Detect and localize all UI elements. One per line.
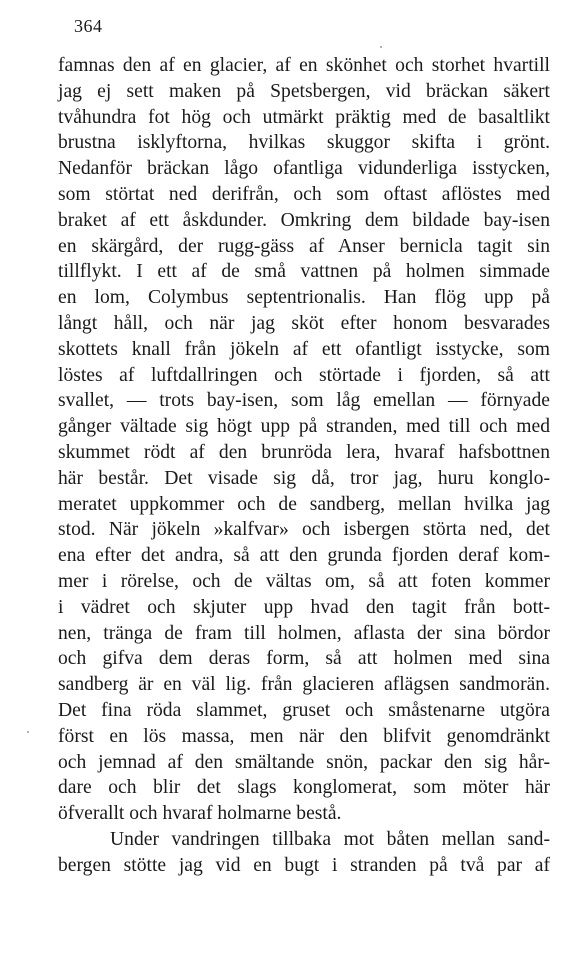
- body-text: [58, 53, 550, 879]
- text-line: långt håll, och när jag sköt efter honom besvarades: [58, 312, 550, 334]
- text-line: som störtat ned derifrån, och som oftast aflöstes med: [58, 183, 550, 205]
- text-line: skummet rödt af den brunröda lera, hvaraf hafsbottnen: [58, 441, 550, 463]
- text-line: nen, tränga de fram till holmen, aflasta der sina bördor: [58, 622, 550, 644]
- text-line: jag ej sett maken på Spetsbergen, vid bräckan säkert: [58, 80, 550, 102]
- text-line: löstes af luftdallringen och störtade i fjorden, så att: [58, 364, 550, 386]
- paper-speck: [380, 46, 382, 48]
- text-line: braket af ett åskdunder. Omkring dem bildade bay-isen: [58, 209, 550, 231]
- text-line: gånger vältade sig högt upp på stranden, med till och med: [58, 416, 550, 438]
- text-line: mer i rörelse, och de vältas om, så att foten kommer: [58, 570, 550, 592]
- text-line: stod. När jökeln »kalfvar» och isbergen störta ned, det: [58, 519, 550, 541]
- text-line: här består. Det visade sig då, tror jag, huru konglo-: [58, 467, 550, 489]
- paragraph-end-line: öfverallt och hvaraf holmarne bestå.: [58, 803, 342, 825]
- text-line: dare och blir det slags konglomerat, som möter här: [58, 777, 550, 799]
- paper-speck: [27, 731, 29, 733]
- text-line: Det fina röda slammet, gruset och småstenarne utgöra: [58, 699, 550, 721]
- text-line: först en lös massa, men när den blifvit genomdränkt: [58, 725, 550, 747]
- text-line: tillflykt. I ett af de små vattnen på holmen simmade: [58, 261, 550, 283]
- paragraph-start-line: Under vandringen tillbaka mot båten mellan sand-: [110, 828, 550, 850]
- text-line: och gifva dem deras form, så att holmen med sina: [58, 648, 550, 670]
- text-line: meratet uppkommer och de sandberg, mellan hvilka jag: [58, 493, 550, 515]
- text-line: bergen stötte jag vid en bugt i stranden på två par af: [58, 854, 550, 876]
- text-line: en skärgård, der rugg-gäss af Anser bernicla tagit sin: [58, 235, 550, 257]
- text-line: svallet, — trots bay-isen, som låg emellan — förnyade: [58, 390, 550, 412]
- text-line: tvåhundra fot hög och utmärkt präktig med de basaltlikt: [58, 106, 550, 128]
- text-line: skottets knall från jökeln af ett ofantligt isstycke, som: [58, 338, 550, 360]
- text-line: och jemnad af den smältande snön, packar den sig hår-: [58, 751, 550, 773]
- text-line: ena efter det andra, så att den grunda fjorden deraf kom-: [58, 545, 550, 567]
- page-number: 364: [74, 16, 103, 36]
- text-line: i vädret och skjuter upp hvad den tagit från bott-: [58, 596, 550, 618]
- text-line: sandberg är en väl lig. från glacieren aflägsen sandmorän.: [58, 674, 550, 696]
- text-line: famnas den af en glacier, af en skönhet och storhet hvartill: [58, 55, 550, 76]
- text-line: en lom, Colymbus septentrionalis. Han flög upp på: [58, 287, 550, 309]
- text-line: Nedanför bräckan lågo ofantliga vidunderliga isstycken,: [58, 158, 550, 180]
- text-line: brustna isklyftorna, hvilkas skuggor skifta i grönt.: [58, 132, 550, 154]
